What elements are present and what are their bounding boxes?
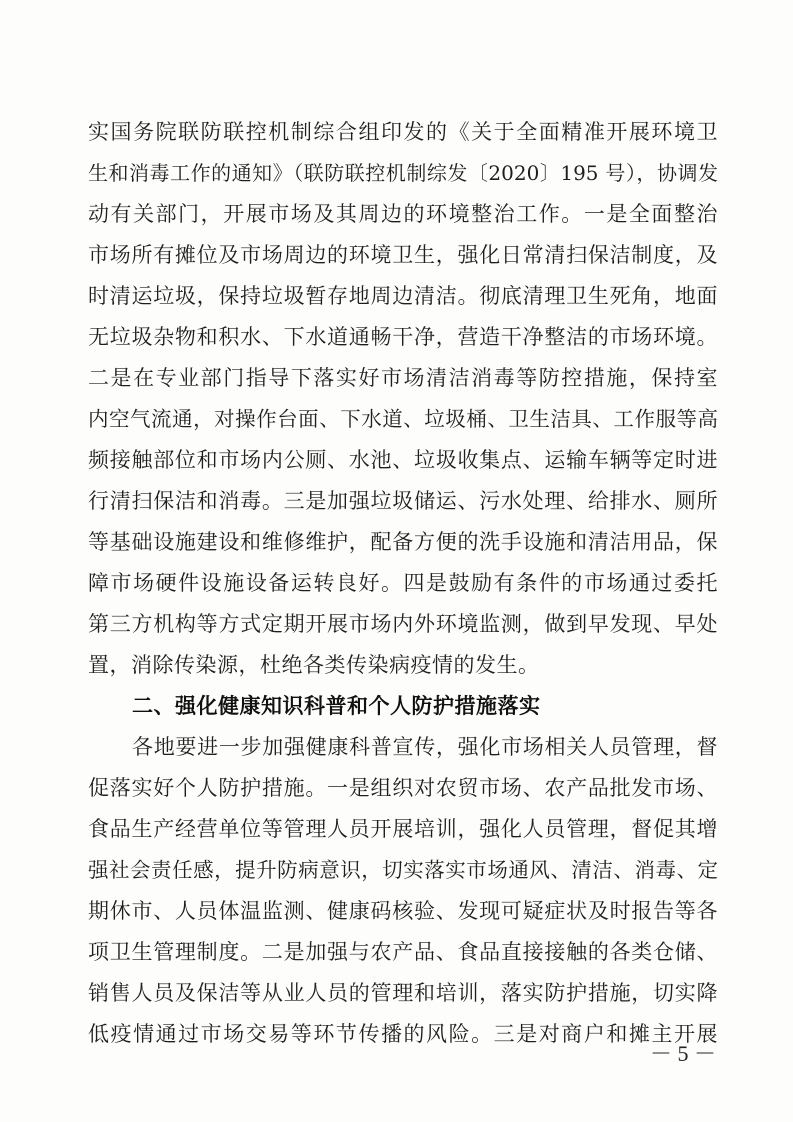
body-line: 生和消毒工作的通知》（联防联控机制综发〔2020〕195 号），协调发: [88, 161, 718, 185]
body-line: 促落实好个人防护措施。一是组织对农贸市场、农产品批发市场、: [88, 776, 718, 800]
body-line: 内空气流通，对操作台面、下水道、垃圾桶、卫生洁具、工作服等高: [88, 407, 718, 431]
body-line: 等基础设施建设和维修维护，配备方便的洗手设施和清洁用品，保: [88, 530, 718, 554]
body-line: 置，消除传染源，杜绝各类传染病疫情的发生。: [88, 653, 540, 677]
body-line: 实国务院联防联控机制综合组印发的《关于全面精准开展环境卫: [88, 120, 718, 144]
body-line: 强社会责任感，提升防病意识，切实落实市场通风、清洁、消毒、定: [88, 858, 718, 882]
body-line: 各地要进一步加强健康科普宣传，强化市场相关人员管理，督: [132, 735, 718, 759]
body-line: 项卫生管理制度。二是加强与农产品、食品直接接触的各类仓储、: [88, 940, 718, 964]
body-line: 行清扫保洁和消毒。三是加强垃圾储运、污水处理、给排水、厕所: [88, 489, 718, 513]
body-line: 销售人员及保洁等从业人员的管理和培训，落实防护措施，切实降: [88, 981, 718, 1005]
section-heading: 二、强化健康知识科普和个人防护措施落实: [132, 694, 541, 718]
body-line: 无垃圾杂物和积水、下水道通畅干净，营造干净整洁的市场环境。: [88, 325, 718, 349]
page-number: － 5 －: [649, 1041, 716, 1066]
body-line: 障市场硬件设施设备运转良好。四是鼓励有条件的市场通过委托: [88, 571, 718, 595]
body-line: 期休市、人员体温监测、健康码核验、发现可疑症状及时报告等各: [88, 899, 718, 923]
body-line: 第三方机构等方式定期开展市场内外环境监测，做到早发现、早处: [88, 612, 718, 636]
body-line: 市场所有摊位及市场周边的环境卫生，强化日常清扫保洁制度，及: [88, 243, 718, 267]
body-line: 低疫情通过市场交易等环节传播的风险。三是对商户和摊主开展: [88, 1022, 718, 1046]
body-line: 食品生产经营单位等管理人员开展培训，强化人员管理，督促其增: [88, 817, 718, 841]
body-line: 时清运垃圾，保持垃圾暂存地周边清洁。彻底清理卫生死角，地面: [88, 284, 718, 308]
body-line: 二是在专业部门指导下落实好市场清洁消毒等防控措施，保持室: [88, 366, 718, 390]
body-line: 频接触部位和市场内公厕、水池、垃圾收集点、运输车辆等定时进: [88, 448, 718, 472]
body-line: 动有关部门，开展市场及其周边的环境整治工作。一是全面整治: [88, 202, 718, 226]
